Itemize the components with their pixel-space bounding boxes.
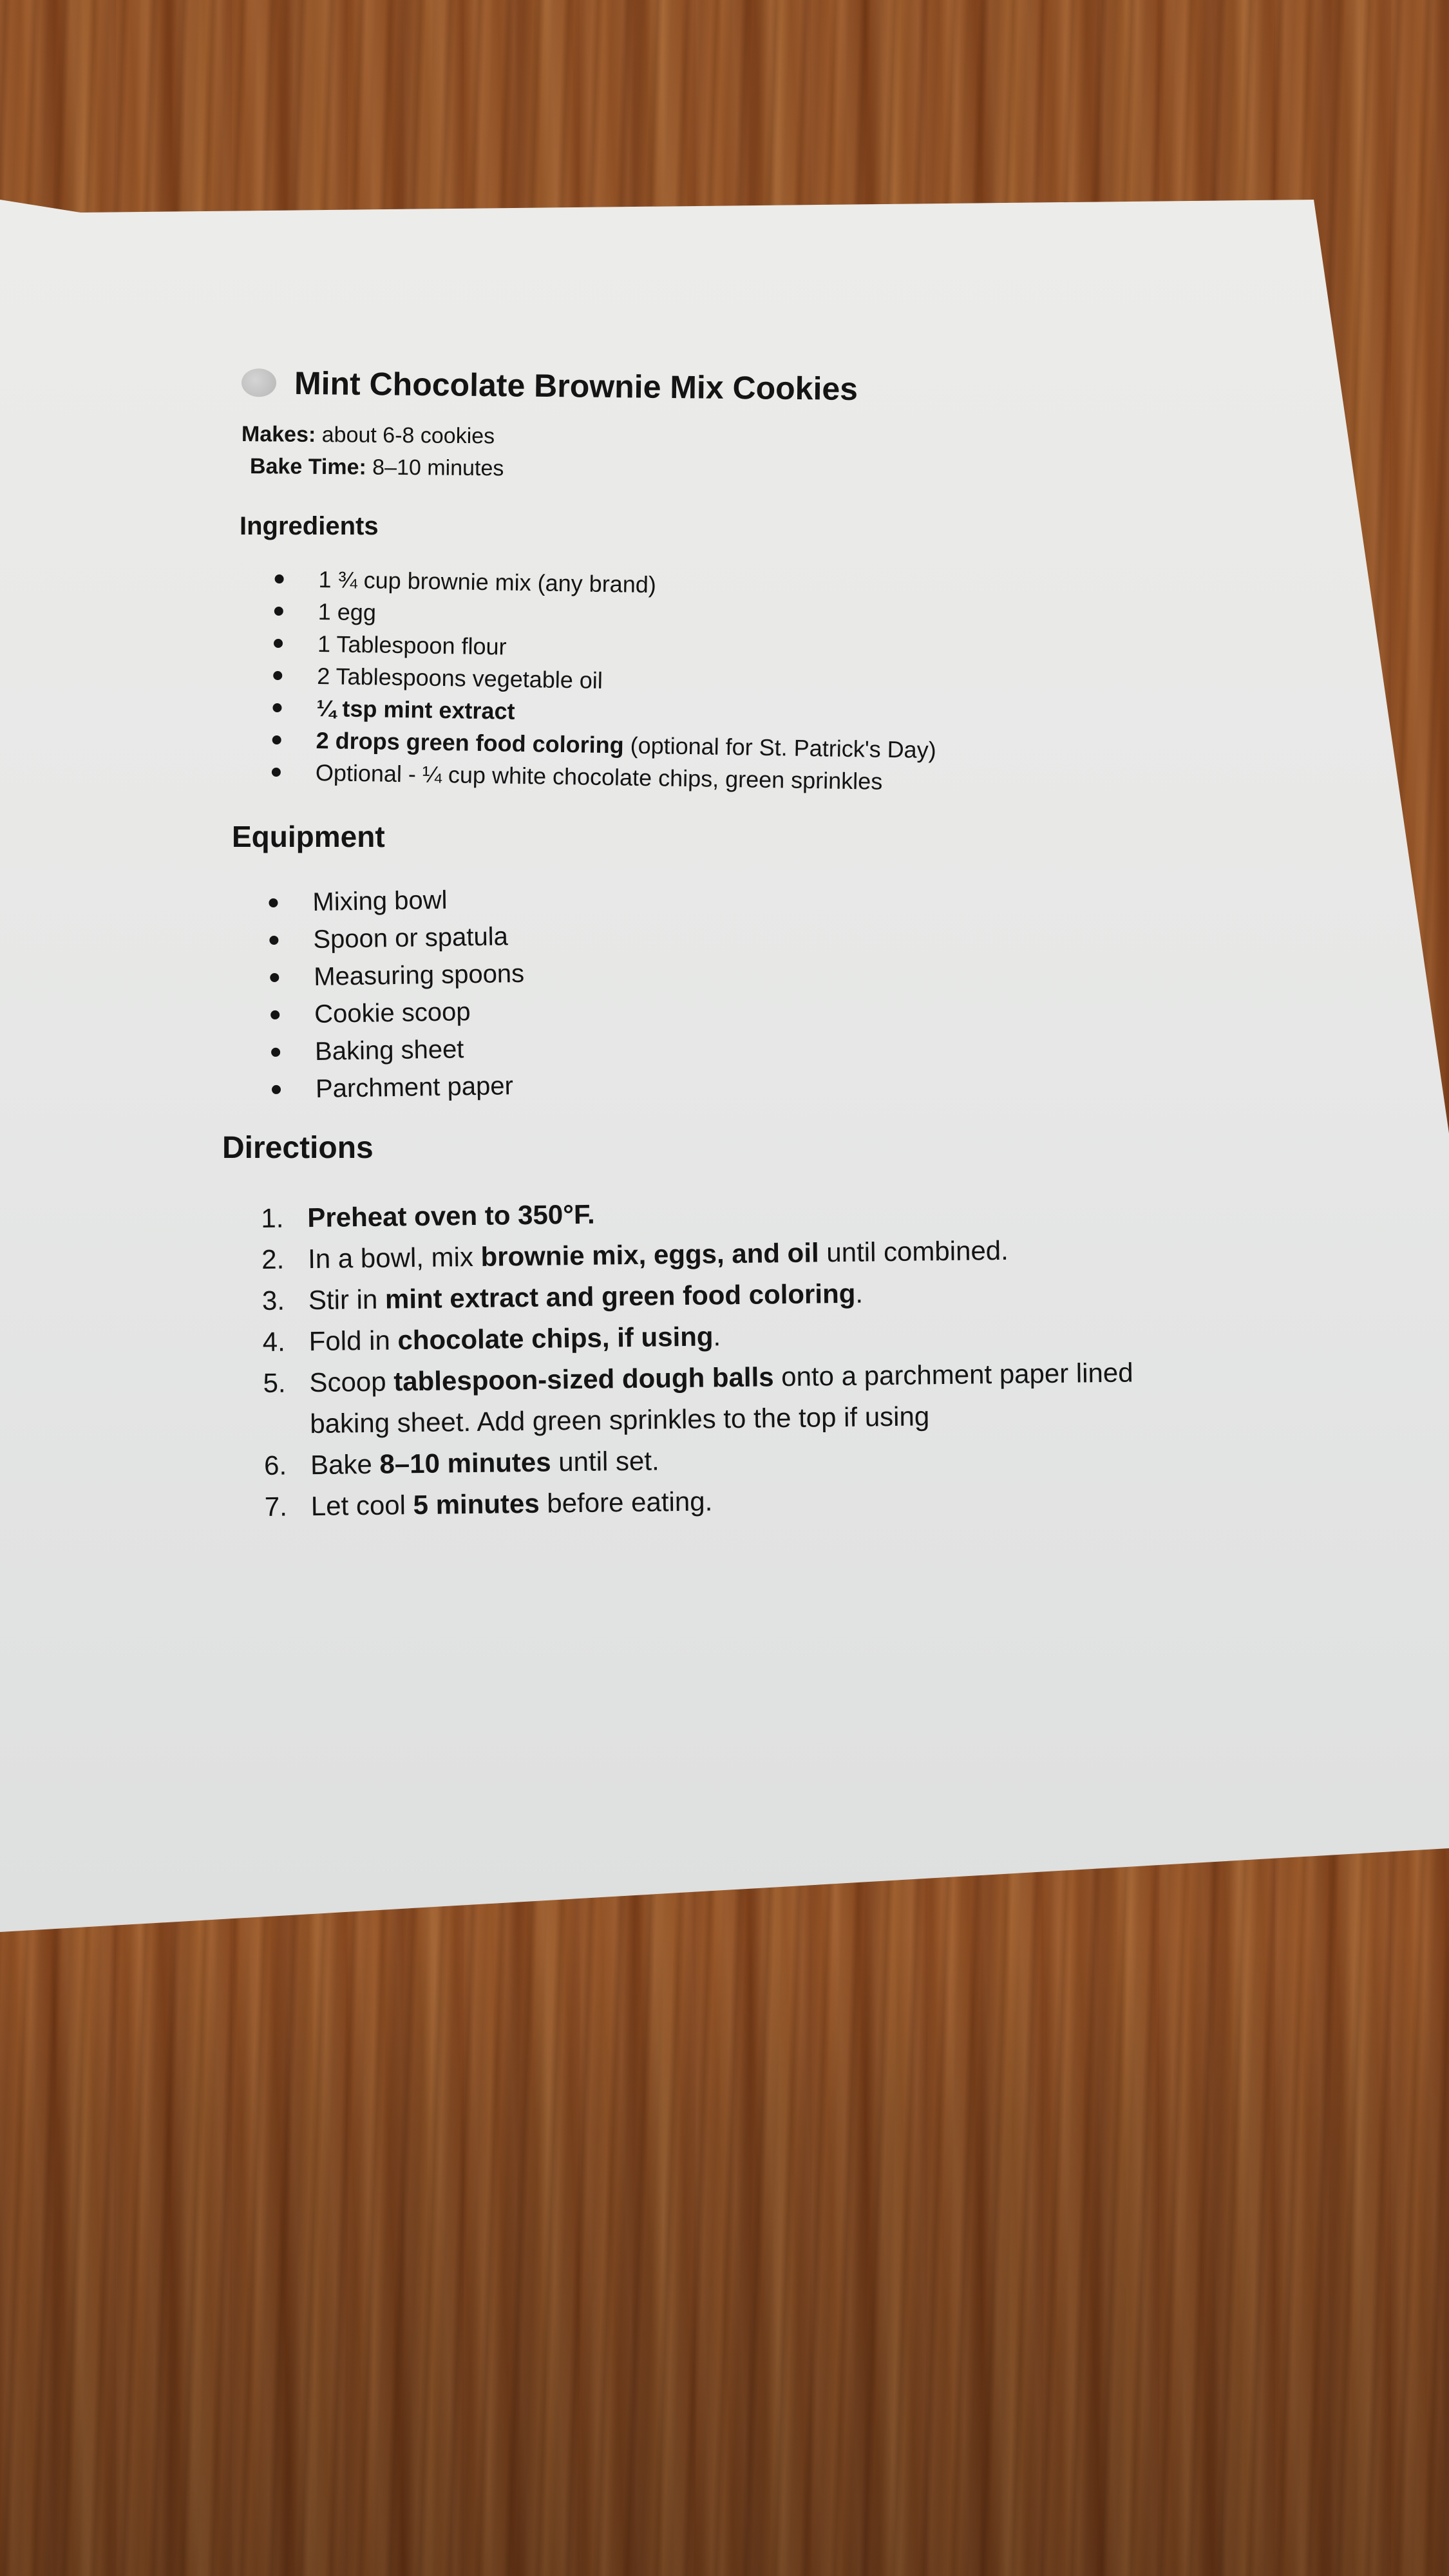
step-bold-text: mint extract and green food coloring — [384, 1278, 856, 1314]
step-text: onto a parchment paper lined — [773, 1357, 1133, 1392]
bake-time-value: 8–10 minutes — [372, 455, 504, 481]
equipment-text: Spoon or spatula — [313, 922, 509, 954]
recipe-title: Mint Chocolate Brownie Mix Cookies — [294, 365, 858, 408]
step-text: . — [855, 1278, 864, 1309]
ingredients-heading: Ingredients — [240, 512, 379, 540]
equipment-item — [316, 1067, 527, 1108]
equipment-text: Mixing bowl — [312, 886, 448, 916]
bullet-icon — [270, 973, 279, 982]
equipment-text: Parchment paper — [315, 1072, 514, 1103]
bullet-icon — [272, 735, 281, 744]
equipment-item — [315, 1030, 526, 1070]
bullet-icon — [275, 574, 284, 583]
cookie-icon — [242, 368, 276, 397]
step-number: 6. — [263, 1450, 287, 1481]
step-text: Scoop — [309, 1366, 394, 1398]
bake-time-label: Bake Time: — [249, 454, 366, 480]
directions-heading: Directions — [222, 1131, 374, 1165]
step-number: 3. — [261, 1285, 285, 1316]
ingredient-text: 1 ¾ cup brownie mix (any brand) — [318, 565, 657, 598]
bake-time-line — [250, 454, 504, 481]
step-bold-text: 5 minutes — [413, 1488, 540, 1520]
ingredient-bold-text: ¼ tsp mint extract — [316, 694, 515, 724]
ingredient-text: 2 Tablespoons vegetable oil — [316, 662, 603, 694]
equipment-item — [314, 992, 526, 1033]
step-bold-text: 8–10 minutes — [379, 1446, 551, 1479]
step-number: 5. — [263, 1367, 286, 1398]
ingredient-bold-text: 2 drops green food coloring — [316, 726, 624, 759]
makes-label: Makes: — [241, 422, 316, 448]
ingredient-text: 1 egg — [317, 598, 377, 626]
equipment-text: Cookie scoop — [314, 998, 471, 1028]
step-number: 4. — [262, 1326, 286, 1357]
bullet-icon — [272, 703, 281, 712]
makes-line — [242, 422, 495, 449]
equipment-list — [312, 880, 526, 1108]
bullet-icon — [270, 1010, 279, 1019]
step-text: . — [713, 1321, 721, 1352]
step-bold-text: brownie mix, eggs, and oil — [480, 1237, 819, 1272]
bullet-icon — [272, 1085, 281, 1094]
bullet-icon — [269, 936, 278, 945]
bullet-icon — [269, 898, 278, 907]
step-text: Fold in — [308, 1325, 398, 1357]
bullet-icon — [271, 1048, 280, 1057]
step-number: 2. — [261, 1244, 285, 1274]
step-text: Stir in — [308, 1283, 386, 1316]
equipment-heading: Equipment — [232, 820, 385, 853]
ingredient-text: Optional - ¼ cup white chocolate chips, green sprinkles — [315, 759, 883, 795]
step-text: before eating. — [539, 1486, 713, 1519]
makes-value: about 6-8 cookies — [321, 422, 495, 449]
bullet-icon — [272, 768, 281, 777]
bullet-icon — [274, 639, 283, 648]
equipment-text: Measuring spoons — [313, 959, 525, 991]
step-bold-text: chocolate chips, if using — [397, 1321, 714, 1356]
step-text: until combined. — [819, 1235, 1009, 1268]
directions-list — [261, 1187, 1135, 1527]
bullet-icon — [274, 607, 283, 616]
ingredient-text: 1 Tablespoon flour — [317, 630, 507, 660]
step-number: 7. — [264, 1491, 288, 1522]
bullet-icon — [273, 671, 282, 680]
ingredients-list — [316, 564, 939, 799]
equipment-item — [314, 955, 525, 996]
direction-step — [263, 1352, 1134, 1444]
step-text: Bake — [310, 1448, 380, 1481]
ingredient-text: (optional for St. Patrick's Day) — [623, 732, 936, 764]
step-number: 1. — [261, 1202, 284, 1233]
equipment-text: Baking sheet — [314, 1035, 464, 1066]
step-bold-text: Preheat oven to 350°F. — [307, 1198, 595, 1233]
step-text: until set. — [551, 1445, 659, 1477]
equipment-item — [312, 880, 524, 921]
step-continuation-text: baking sheet. Add green sprinkles to the top if using — [310, 1401, 930, 1439]
step-text: In a bowl, mix — [307, 1241, 481, 1274]
equipment-item — [313, 918, 524, 958]
step-bold-text: tablespoon-sized dough balls — [393, 1361, 774, 1397]
title-row — [242, 364, 858, 408]
step-text: Let cool — [310, 1490, 413, 1522]
